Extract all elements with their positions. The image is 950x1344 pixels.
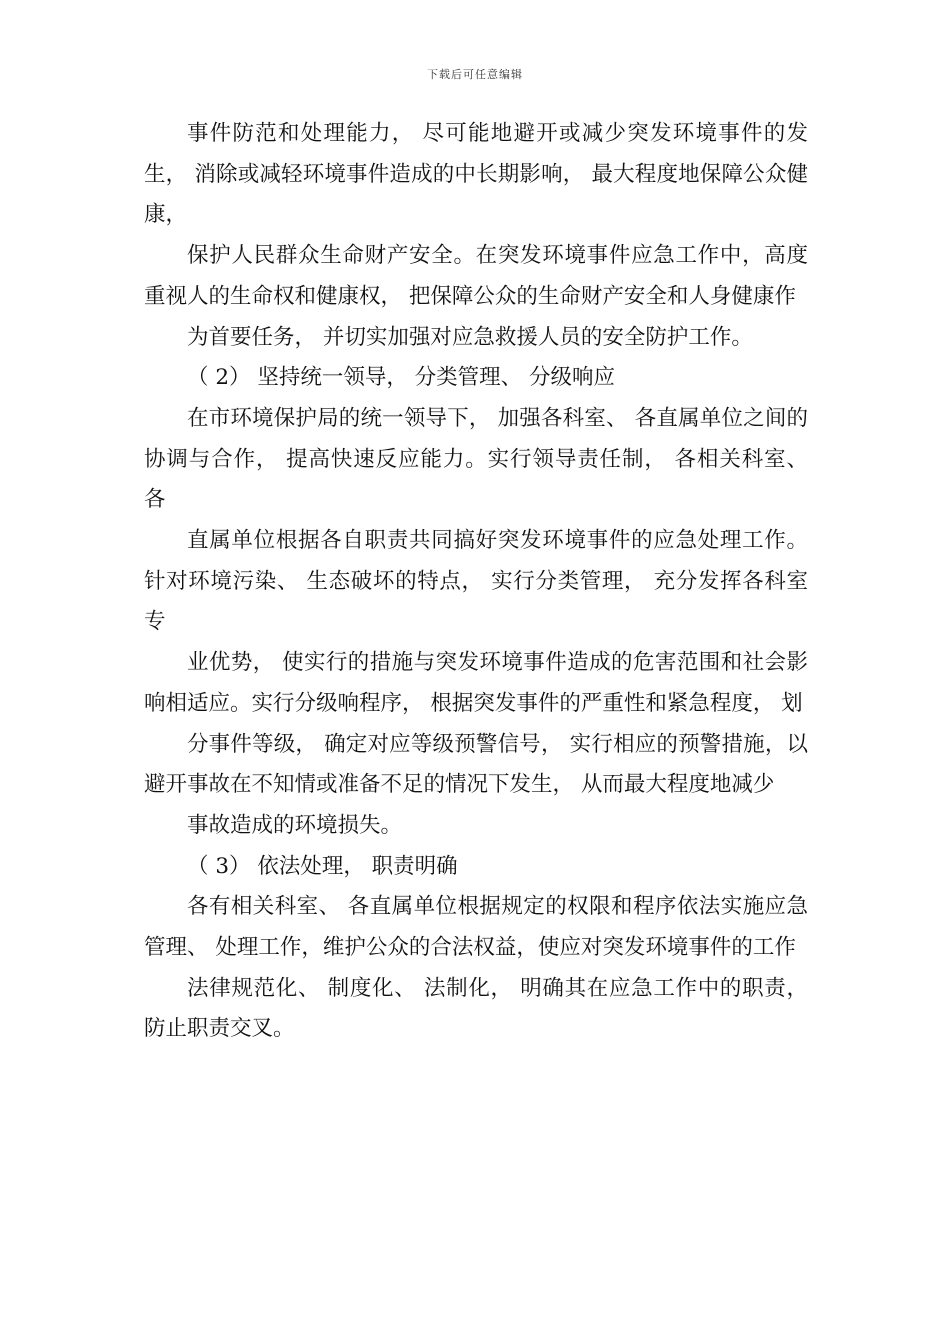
paragraph: 事件防范和处理能力， 尽可能地避开或减少突发环境事件的发生， 消除或减轻环境事件造成的中长期影响， 最大程度地保障公众健康， [144,121,808,228]
document-body [144,114,808,1050]
paragraph: 保护人民群众生命财产安全。在突发环境事件应急工作中，高度重视人的生命权和健康权， 把保障公众的生命财产安全和人身健康作 [144,243,808,309]
section-heading: （ 2） 坚持统一领导， 分类管理、 分级响应 [187,365,616,391]
paragraph: 事故造成的环境损失。 [187,812,403,838]
paragraph: 分事件等级， 确定对应等级预警信号， 实行相应的预警措施，以避开事故在不知情或准备不足的情况下发生， 从而最大程度地减少 [144,731,808,798]
section-heading: （ 3） 依法处理， 职责明确 [187,853,458,879]
paragraph: 法律规范化、 制度化、 法制化， 明确其在应急工作中的职责， 防止职责交叉。 [144,975,808,1042]
paragraph: 在市环境保护局的统一领导下， 加强各科室、 各直属单位之间的协调与合作， 提高快速反应能力。实行领导责任制， 各相关科室、 各 [144,405,808,513]
page-header-note: 下载后可任意编辑 [427,68,523,81]
paragraph: 各有相关科室、 各直属单位根据规定的权限和程序依法实施应急管理、 处理工作，维护公众的合法权益，使应对突发环境事件的工作 [144,894,808,961]
paragraph: 业优势， 使实行的措施与突发环境事件造成的危害范围和社会影响相适应。实行分级响程序， 根据突发事件的严重性和紧急程度， 划 [144,650,808,716]
paragraph: 直属单位根据各自职责共同搞好突发环境事件的应急处理工作。针对环境污染、 生态破坏的特点， 实行分类管理， 充分发挥各科室专 [144,528,808,635]
paragraph: 为首要任务， 并切实加强对应急救援人员的安全防护工作。 [187,324,753,350]
